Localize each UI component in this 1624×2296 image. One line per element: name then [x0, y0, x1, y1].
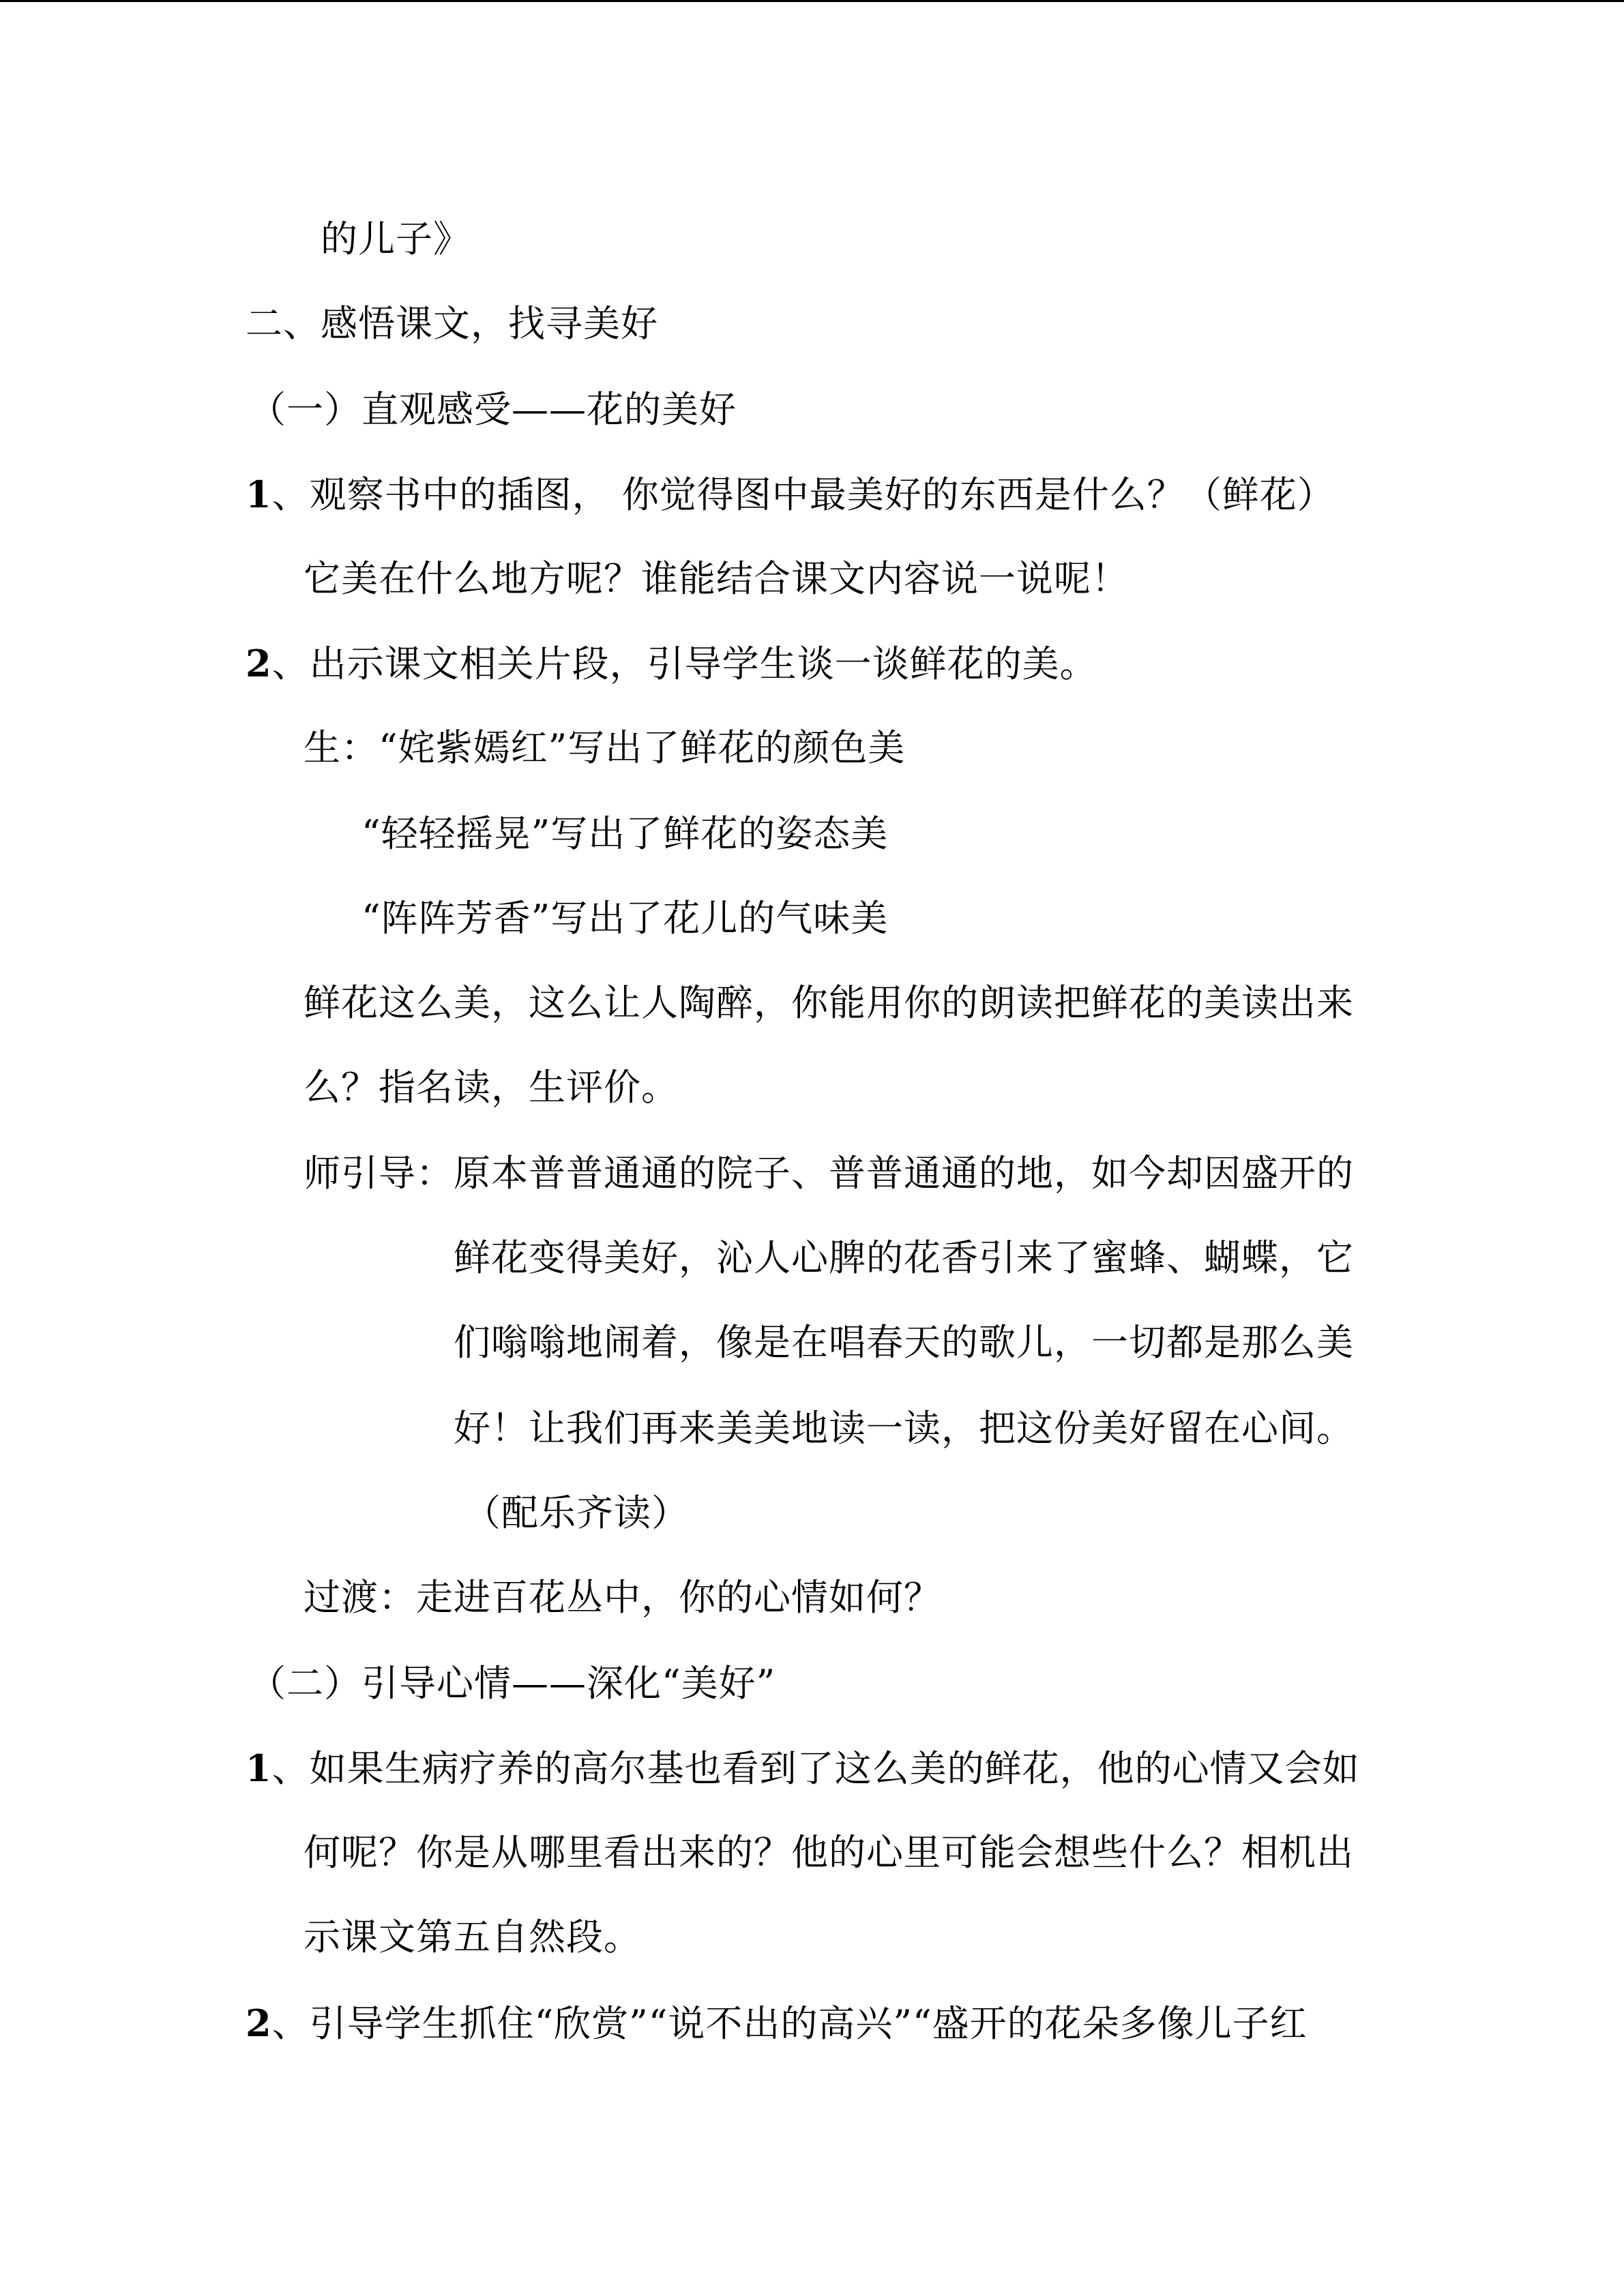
text-line: 么？指名读，生评价。 [304, 1066, 679, 1109]
list-item-text: 、出示课文相关片段，引导学生谈一谈鲜花的美。 [271, 642, 1097, 685]
teacher-guide-line: 鲜花变得美好，沁人心脾的花香引来了蜜蜂、蝴蝶，它 [454, 1236, 1354, 1279]
student-answer-line: 生：“姹紫嫣红”写出了鲜花的颜色美 [304, 726, 906, 769]
text-line: 何呢？你是从哪里看出来的？他的心里可能会想些什么？相机出 [304, 1831, 1354, 1874]
transition-line: 过渡：走进百花丛中，你的心情如何？ [304, 1576, 941, 1619]
teacher-guide-line: 好！让我们再来美美地读一读，把这份美好留在心间。 [454, 1407, 1354, 1450]
subsection-heading-one: （一）直观感受——花的美好 [249, 388, 737, 431]
teacher-guide-line: 师引导：原本普普通通的院子、普普通通的地，如今却因盛开的 [304, 1152, 1354, 1195]
list-item-text: 、观察书中的插图， 你觉得图中最美好的东西是什么？（鲜花） [271, 473, 1335, 516]
list-number: 2 [246, 642, 272, 685]
text-line: 示课文第五自然段。 [304, 1915, 641, 1958]
list-item-2 [246, 1999, 1308, 2047]
activity-note: （配乐齐读） [464, 1491, 689, 1534]
list-number: 1 [246, 1746, 272, 1790]
section-heading-two: 二、感悟课文，找寻美好 [246, 302, 658, 345]
list-item-text: 、引导学生抓住“欣赏”“说不出的高兴”“盛开的花朵多像儿子红 [271, 2002, 1308, 2045]
list-item-text: 、如果生病疗养的高尔基也看到了这么美的鲜花，他的心情又会如 [271, 1747, 1360, 1790]
list-item-1 [246, 1744, 1360, 1792]
page-top-border [0, 0, 1624, 2]
teacher-guide-line: 们嗡嗡地闹着，像是在唱春天的歌儿，一切都是那么美 [454, 1321, 1354, 1364]
list-number: 1 [246, 473, 272, 516]
subsection-heading-two: （二）引导心情——深化“美好” [249, 1662, 776, 1705]
student-answer-line: “阵阵芳香”写出了花儿的气味美 [361, 897, 889, 940]
text-line: 它美在什么地方呢？谁能结合课文内容说一说呢！ [304, 557, 1129, 600]
student-answer-line: “轻轻摇晃”写出了鲜花的姿态美 [361, 812, 889, 855]
list-item-1 [246, 471, 1335, 518]
list-number: 2 [246, 2001, 272, 2045]
text-line-continuation: 的儿子》 [321, 218, 471, 260]
list-item-2 [246, 640, 1097, 687]
text-line: 鲜花这么美，这么让人陶醉，你能用你的朗读把鲜花的美读出来 [304, 981, 1354, 1024]
